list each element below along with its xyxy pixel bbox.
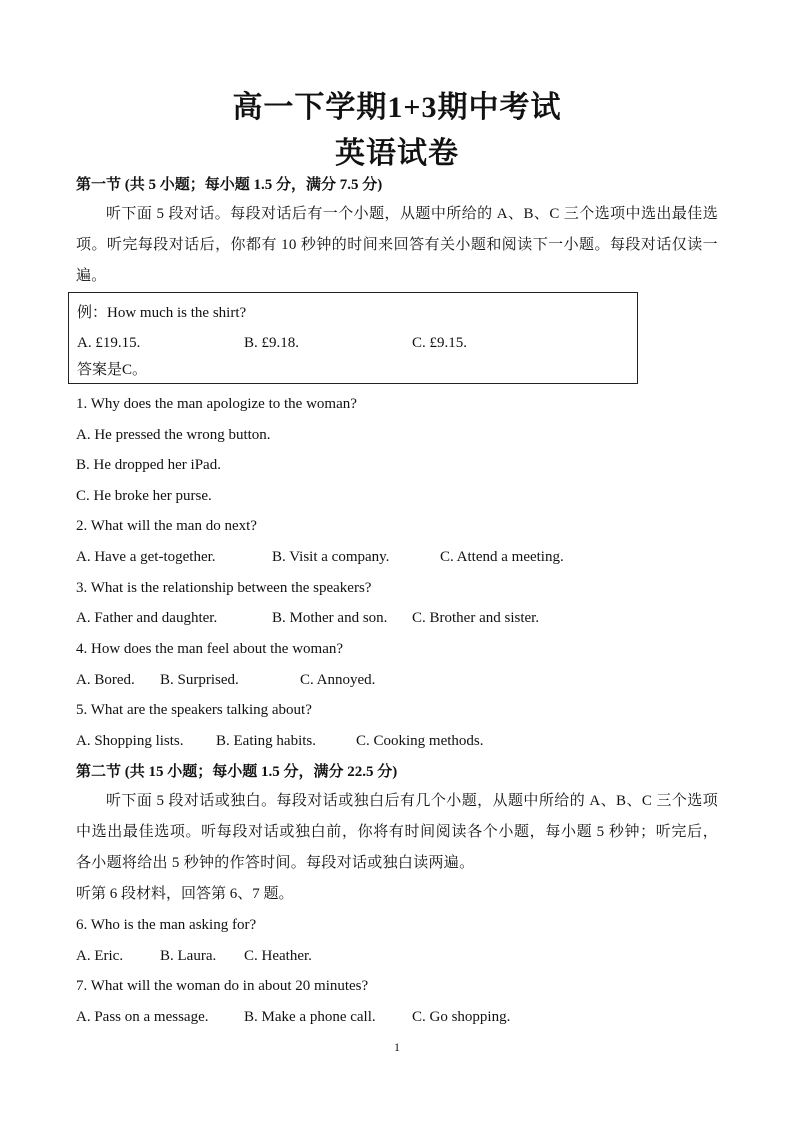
section1-instructions: 听下面 5 段对话。每段对话后有一个小题，从题中所给的 A、B、C 三个选项中选出最佳选项。听完每段对话后，你都有 10 秒钟的时间来回答有关小题和阅读下一小题。每段对话仅读一遍。 xyxy=(76,206,718,284)
page-title: 高一下学期1+3期中考试 xyxy=(232,91,562,124)
question-5: 5. What are the speakers talking about? xyxy=(76,702,312,718)
example-option-a: A. £19.15. xyxy=(77,335,141,351)
q7-option-c: C. Go shopping. xyxy=(412,1009,511,1025)
q1-option-b: B. He dropped her iPad. xyxy=(76,457,221,473)
section1-heading: 第一节 (共 5 小题；每小题 1.5 分，满分 7.5 分) xyxy=(76,177,383,193)
q6-option-a: A. Eric. xyxy=(76,948,124,964)
q2-option-a: A. Have a get-together. xyxy=(76,549,216,565)
section2-heading: 第二节 (共 15 小题；每小题 1.5 分，满分 22.5 分) xyxy=(76,764,398,780)
question-6: 6. Who is the man asking for? xyxy=(76,917,257,933)
example-option-b: B. £9.18. xyxy=(244,335,300,351)
q1-option-c: C. He broke her purse. xyxy=(76,488,212,504)
q4-option-b: B. Surprised. xyxy=(160,672,239,688)
q4-option-a: A. Bored. xyxy=(76,672,135,688)
question-2: 2. What will the man do next? xyxy=(76,518,257,534)
example-answer: 答案是C。 xyxy=(77,362,148,378)
q5-option-a: A. Shopping lists. xyxy=(76,733,184,749)
q6-option-c: C. Heather. xyxy=(244,948,312,964)
question-4: 4. How does the man feel about the woman? xyxy=(76,641,344,657)
q4-option-c: C. Annoyed. xyxy=(300,672,376,688)
q3-option-a: A. Father and daughter. xyxy=(76,610,218,626)
section2-instructions: 听下面 5 段对话或独白。每段对话或独白后有几个小题，从题中所给的 A、B、C 三个选项中选出最佳选项。听每段对话或独白前，你将有时间阅读各个小题，每小题 5 秒钟；听完后，各小题将给出 5 秒钟的作答时间。每段对话或独白读两遍。 xyxy=(76,793,718,871)
q7-option-b: B. Make a phone call. xyxy=(244,1009,376,1025)
q5-option-b: B. Eating habits. xyxy=(216,733,316,749)
material-note: 听第 6 段材料，回答第 6、7 题。 xyxy=(76,886,294,902)
q5-option-c: C. Cooking methods. xyxy=(356,733,484,749)
question-1: 1. Why does the man apologize to the woman? xyxy=(76,396,357,412)
q2-option-c: C. Attend a meeting. xyxy=(440,549,564,565)
q6-option-b: B. Laura. xyxy=(160,948,217,964)
q7-option-a: A. Pass on a message. xyxy=(76,1009,209,1025)
page-number: 1 xyxy=(394,1040,400,1054)
q2-option-b: B. Visit a company. xyxy=(272,549,390,565)
example-box xyxy=(68,292,638,384)
q3-option-c: C. Brother and sister. xyxy=(412,610,540,626)
example-question: 例：How much is the shirt? xyxy=(77,305,247,321)
q1-option-a: A. He pressed the wrong button. xyxy=(76,427,271,443)
question-3: 3. What is the relationship between the speakers? xyxy=(76,580,372,596)
example-option-c: C. £9.15. xyxy=(412,335,468,351)
question-7: 7. What will the woman do in about 20 minutes? xyxy=(76,978,369,994)
q3-option-b: B. Mother and son. xyxy=(272,610,388,626)
page-subtitle: 英语试卷 xyxy=(335,137,459,170)
